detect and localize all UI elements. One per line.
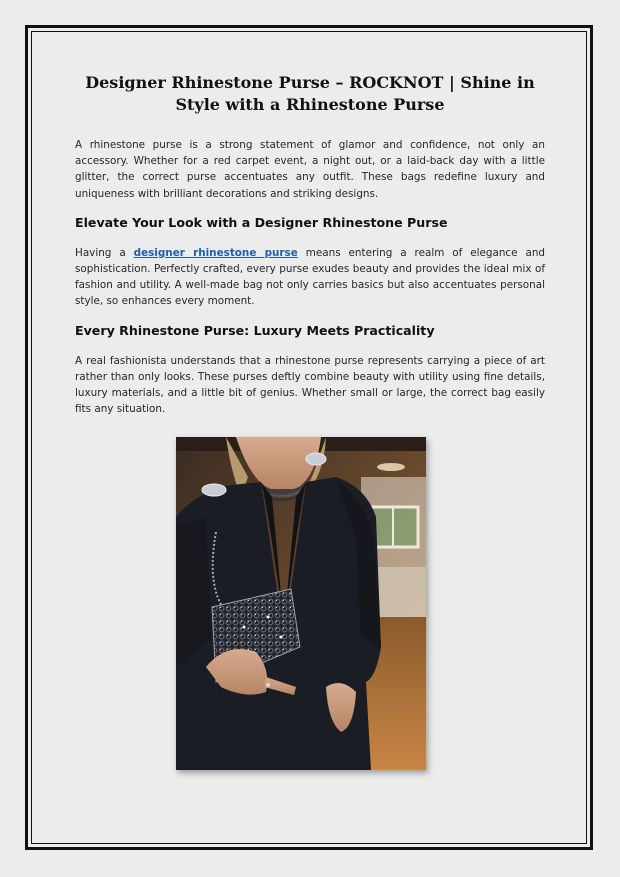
paragraph-text-before-link: Having a <box>75 246 134 259</box>
document-title: Designer Rhinestone Purse – ROCKNOT | Shine in Style with a Rhinestone Purse <box>85 73 535 114</box>
section-heading-elevate: Elevate Your Look with a Designer Rhinestone Purse <box>75 214 448 230</box>
section-paragraph-elevate <box>75 245 545 310</box>
document-body <box>75 72 545 429</box>
product-photo <box>176 437 426 770</box>
section-heading-luxury: Every Rhinestone Purse: Luxury Meets Practicality <box>75 322 435 338</box>
paragraph-text-after-link: means entering a realm of elegance and sophistication. Perfectly crafted, every purse exudes beauty and provides the ideal mix of fashion and utility. A well-made bag not only carries basics but also accentuates personal style, so enhances every moment. <box>75 246 545 308</box>
designer-rhinestone-purse-link[interactable]: designer rhinestone purse <box>133 246 298 259</box>
section-paragraph-luxury: A real fashionista understands that a rhinestone purse represents carrying a piece of art rather than only looks. These purses deftly combine beauty with utility using fine details, luxury materials, and a little bit of genius. Whether small or large, the correct bag easily fits any situation. <box>75 354 545 416</box>
woman-with-rhinestone-purse-image <box>176 437 426 770</box>
intro-paragraph: A rhinestone purse is a strong statement of glamor and confidence, not only an accessory. Whether for a red carpet event, a night out, or a laid-back day with a little glitter, the correct purse accentuates any outfit. These bags redefine luxury and uniqueness with brilliant decorations and striking designs. <box>75 139 545 200</box>
